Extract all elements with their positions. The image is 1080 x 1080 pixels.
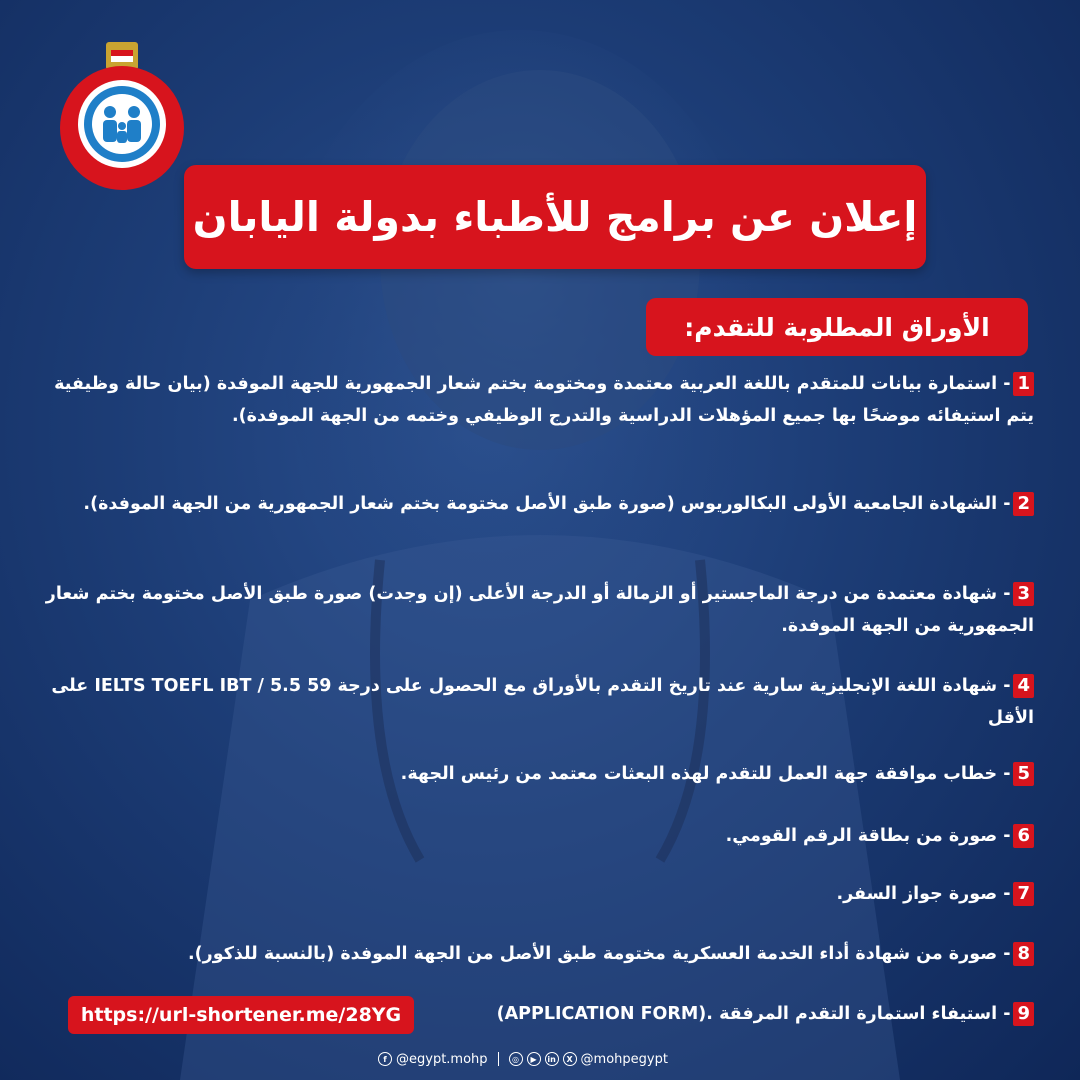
requirement-item-6: 6- صورة من بطاقة الرقم القومي.: [38, 820, 1034, 852]
section-subtitle: الأوراق المطلوبة للتقدم:: [684, 312, 990, 342]
ministry-of-health-logo: [56, 40, 188, 190]
social-footer: [378, 1047, 704, 1071]
requirement-item-2: 2- الشهادة الجامعية الأولى البكالوريوس (صورة طبق الأصل مختومة بختم شعار الجمهورية من الجهة الموفدة).: [38, 488, 1034, 520]
requirement-number: 8: [1013, 942, 1034, 966]
requirement-number: 5: [1013, 762, 1034, 786]
requirement-text: الشهادة الجامعية الأولى البكالوريوس (صورة طبق الأصل مختومة بختم شعار الجمهورية من الجهة الموفدة).: [83, 494, 998, 514]
requirement-text: صورة من شهادة أداء الخدمة العسكرية مختومة طبق الأصل من الجهة الموفدة (بالنسبة للذكور).: [188, 944, 998, 964]
instagram-icon[interactable]: ◎: [509, 1052, 523, 1066]
requirement-text: استمارة بيانات للمتقدم باللغة العربية معتمدة ومختومة بختم شعار الجمهورية للجهة الموفدة (بيان حالة وظيفية يتم استيفائه موضحًا بها جميع المؤهلات الدراسية والتدرج الوظيفي وختمه من الجهة الموفدة).: [54, 374, 1034, 426]
page-title: إعلان عن برامج للأطباء بدولة اليابان: [192, 193, 918, 241]
requirement-item-8: 8- صورة من شهادة أداء الخدمة العسكرية مختومة طبق الأصل من الجهة الموفدة (بالنسبة للذكور).: [38, 938, 1034, 970]
requirement-text: خطاب موافقة جهة العمل للتقدم لهذه البعثات معتمد من رئيس الجهة.: [400, 764, 998, 784]
requirement-number: 9: [1013, 1002, 1034, 1026]
requirement-number: 7: [1013, 882, 1034, 906]
youtube-icon[interactable]: ▶: [527, 1052, 541, 1066]
requirement-number: 3: [1013, 582, 1034, 606]
requirement-text: استيفاء استمارة التقدم المرفقة: [719, 1004, 998, 1024]
subtitle-banner: [646, 298, 1028, 356]
requirement-number: 6: [1013, 824, 1034, 848]
application-link-button[interactable]: [68, 996, 414, 1034]
requirement-text: شهادة معتمدة من درجة الماجستير أو الزمالة أو الدرجة الأعلى (إن وجدت) صورة طبق الأصل مختومة بختم شعار الجمهورية من الجهة الموفدة.: [45, 584, 1034, 636]
facebook-icon[interactable]: f: [378, 1052, 392, 1066]
footer-divider: [498, 1052, 499, 1066]
linkedin-icon[interactable]: in: [545, 1052, 559, 1066]
requirement-number: 2: [1013, 492, 1034, 516]
social-handle: @mohpegypt: [580, 1051, 668, 1067]
requirement-text: صورة جواز السفر.: [836, 884, 998, 904]
requirement-item-3: 3- شهادة معتمدة من درجة الماجستير أو الزمالة أو الدرجة الأعلى (إن وجدت) صورة طبق الأصل مختومة بختم شعار الجمهورية من الجهة الموفدة.: [45, 583, 1034, 636]
requirement-item-5: 5- خطاب موافقة جهة العمل للتقدم لهذه البعثات معتمد من رئيس الجهة.: [38, 758, 1034, 790]
title-banner: [184, 165, 926, 269]
requirement-item-1: 1- استمارة بيانات للمتقدم باللغة العربية معتمدة ومختومة بختم شعار الجمهورية للجهة الموفدة (بيان حالة وظيفية يتم استيفائه موضحًا بها جميع المؤهلات الدراسية والتدرج الوظيفي وختمه من الجهة الموفدة).: [54, 373, 1034, 426]
application-link[interactable]: https://url-shortener.me/28YG: [80, 1004, 402, 1026]
requirement-number: 4: [1013, 674, 1034, 698]
requirement-text-english: (APPLICATION FORM).: [496, 1004, 713, 1024]
requirement-item-9: 9- استيفاء استمارة التقدم المرفقة (APPLICATION FORM).: [38, 998, 1034, 1030]
requirement-text: صورة من بطاقة الرقم القومي.: [725, 826, 998, 846]
facebook-handle: @egypt.mohp: [396, 1051, 488, 1067]
requirement-text: شهادة اللغة الإنجليزية سارية عند تاريخ التقدم بالأوراق مع الحصول على درجة: [337, 676, 998, 696]
requirement-item-7: 7- صورة جواز السفر.: [38, 878, 1034, 910]
requirement-item-4: 4- شهادة اللغة الإنجليزية سارية عند تاريخ التقدم بالأوراق مع الحصول على درجة TOEFL IBT / 5.5 59 IELTS على الأقل: [51, 675, 1034, 728]
requirement-number: 1: [1013, 372, 1034, 396]
x-icon[interactable]: X: [563, 1052, 577, 1066]
requirement-text-english: TOEFL IBT / 5.5 59: [151, 676, 332, 696]
requirement-text-end: IELTS على الأقل: [51, 676, 1034, 728]
